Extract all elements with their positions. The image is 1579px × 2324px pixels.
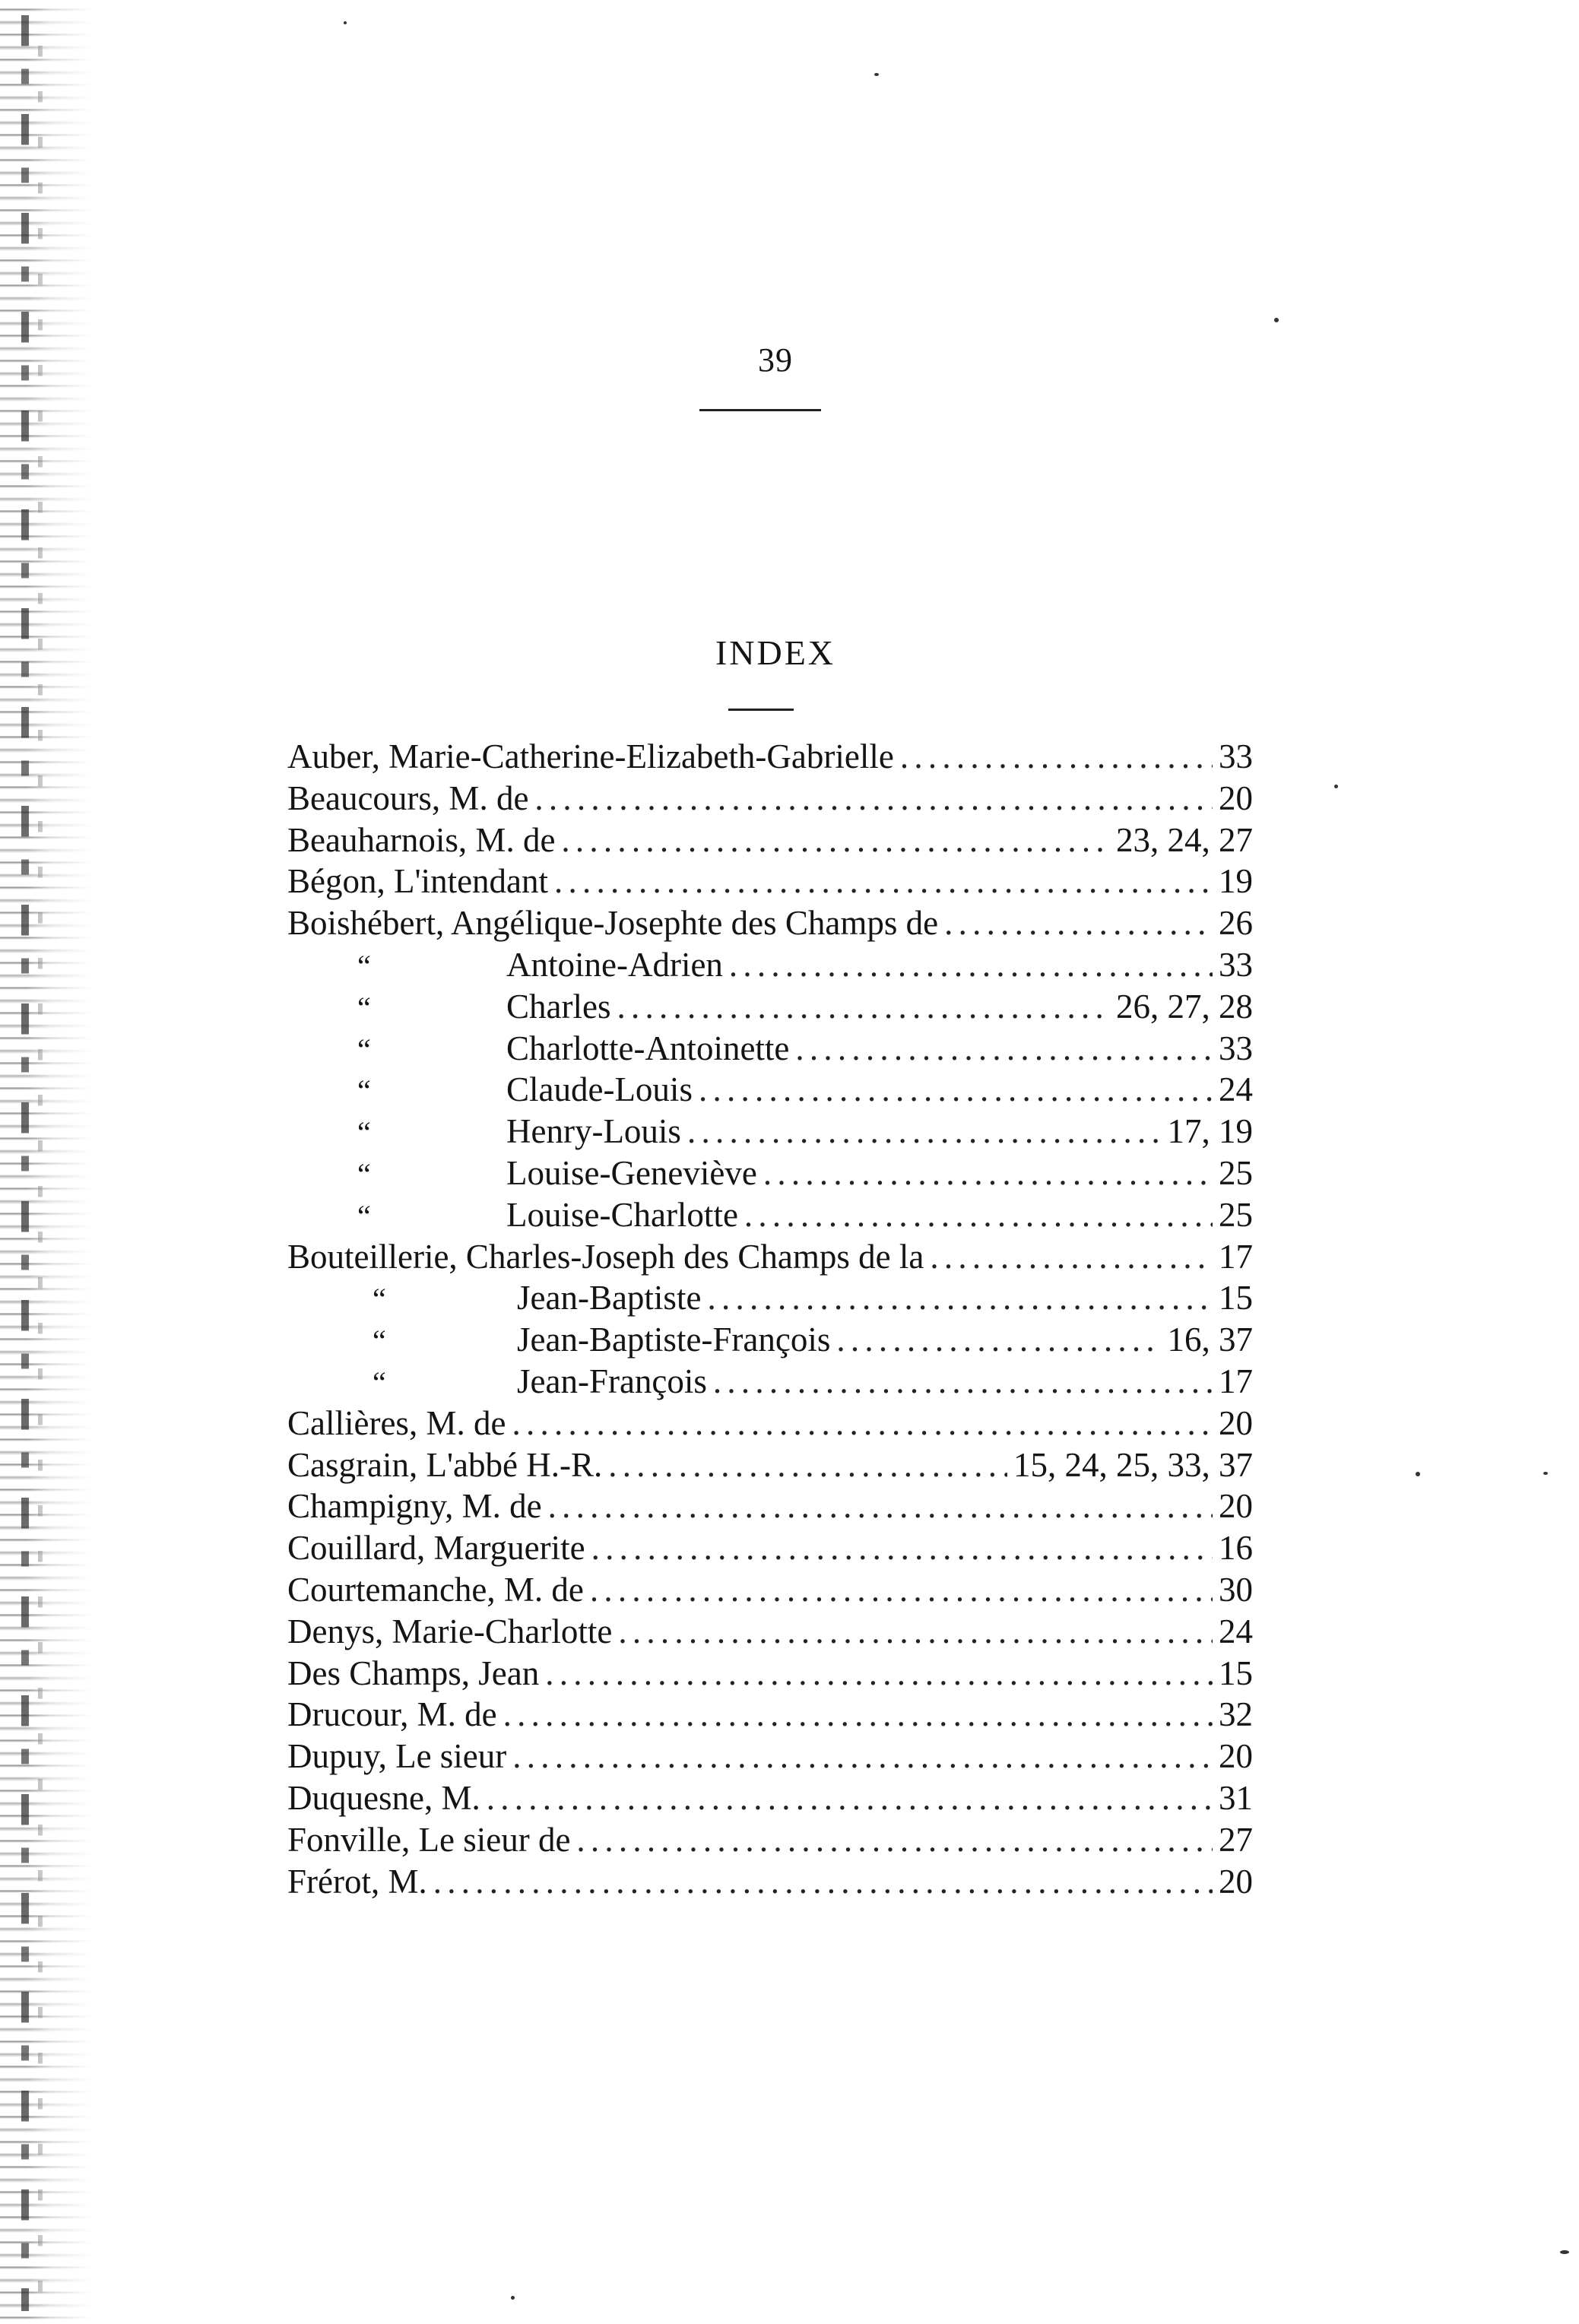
index-entry: [287, 902, 1253, 944]
index-entry-name: Beauharnois, M. de: [287, 820, 556, 859]
index-entry: [287, 1485, 1253, 1527]
index-entry-name: Beaucours, M. de: [287, 778, 529, 817]
ditto-mark: “: [357, 990, 371, 1025]
dot-leader: [729, 944, 1213, 986]
index-entry-pages: 26: [1219, 904, 1253, 943]
index-entry-name: Antoine-Adrien: [506, 945, 723, 984]
ditto-mark: “: [357, 1115, 371, 1150]
dot-leader: [763, 1152, 1213, 1194]
scan-speck: [1560, 2250, 1569, 2254]
index-entry-name: Frérot, M.: [287, 1862, 427, 1901]
dot-leader: [545, 1653, 1213, 1695]
scan-speck: [1416, 1472, 1420, 1476]
ditto-mark: “: [373, 1324, 386, 1359]
dot-leader: [561, 820, 1110, 861]
index-entry-pages: 20: [1219, 1403, 1253, 1442]
index-entry-name: Jean-Baptiste: [517, 1279, 702, 1317]
index-entry: [287, 986, 1253, 1028]
index-entry: [287, 1819, 1253, 1861]
dot-leader: [534, 778, 1213, 820]
index-entry-pages: 32: [1219, 1695, 1253, 1734]
index-entry-name: Dupuy, Le sieur: [287, 1737, 507, 1776]
index-entry: [287, 778, 1253, 820]
scan-binding-edge: [0, 0, 91, 2324]
dot-leader: [900, 736, 1213, 778]
index-entry: [287, 1653, 1253, 1695]
index-entry: [287, 1861, 1253, 1903]
dot-leader: [707, 1277, 1213, 1319]
index-entry-name: Charles: [506, 987, 611, 1026]
dot-leader: [512, 1736, 1213, 1777]
index-entry: [287, 944, 1253, 986]
dot-leader: [836, 1319, 1161, 1361]
index-entry-name: Henry-Louis: [506, 1112, 681, 1151]
dot-leader: [795, 1028, 1213, 1070]
index-entry: [287, 1527, 1253, 1569]
index-entry-pages: 30: [1219, 1570, 1253, 1609]
index-entry: [287, 1194, 1253, 1236]
dot-leader: [591, 1527, 1213, 1569]
index-entry-pages: 16, 37: [1167, 1321, 1253, 1359]
index-entry-pages: 17, 19: [1167, 1112, 1253, 1151]
index-entry-pages: 25: [1219, 1153, 1253, 1192]
index-list: [287, 736, 1253, 1902]
dot-leader: [576, 1819, 1213, 1861]
ditto-mark: “: [357, 1032, 371, 1067]
index-entry: [287, 1236, 1253, 1278]
scan-speck: [1334, 785, 1338, 788]
index-entry-name: Boishébert, Angélique-Josephte des Champs de: [287, 904, 939, 943]
scan-speck: [1274, 318, 1279, 322]
index-entry-pages: 15: [1219, 1653, 1253, 1692]
index-entry: [287, 1069, 1253, 1111]
ditto-mark: “: [357, 1073, 371, 1108]
scan-speck: [1543, 1472, 1548, 1475]
index-entry-name: Jean-Baptiste-François: [517, 1321, 831, 1359]
dot-leader: [487, 1777, 1213, 1819]
index-entry-pages: 20: [1219, 1862, 1253, 1901]
index-entry: [287, 861, 1253, 902]
index-title-rule: [728, 709, 794, 711]
index-entry: [287, 1777, 1253, 1819]
index-entry: [287, 1694, 1253, 1736]
index-entry-pages: 33: [1219, 737, 1253, 775]
dot-leader: [713, 1361, 1213, 1403]
index-entry: [287, 1611, 1253, 1653]
index-entry: [287, 820, 1253, 861]
index-entry-pages: 20: [1219, 1487, 1253, 1526]
index-entry-pages: 33: [1219, 1029, 1253, 1067]
index-entry-name: Denys, Marie-Charlotte: [287, 1612, 613, 1650]
index-entry-pages: 26, 27, 28: [1116, 987, 1253, 1026]
index-title: INDEX: [715, 633, 836, 672]
index-entry-pages: 31: [1219, 1778, 1253, 1817]
dot-leader: [944, 902, 1213, 944]
index-entry: [287, 1444, 1253, 1486]
dot-leader: [618, 1611, 1213, 1653]
index-entry-pages: 33: [1219, 945, 1253, 984]
page-number-rule: [699, 409, 821, 411]
page-number: 39: [758, 341, 793, 379]
dot-leader: [554, 861, 1213, 902]
index-entry-pages: 24: [1219, 1070, 1253, 1109]
scan-speck: [874, 73, 879, 76]
index-entry-name: Claude-Louis: [506, 1070, 693, 1109]
dot-leader: [608, 1444, 1007, 1486]
ditto-mark: “: [357, 948, 371, 983]
dot-leader: [590, 1569, 1213, 1611]
index-entry-name: Bouteillerie, Charles-Joseph des Champs de la: [287, 1237, 924, 1276]
index-entry: [287, 1361, 1253, 1403]
index-entry-name: Auber, Marie-Catherine-Elizabeth-Gabrielle: [287, 737, 894, 775]
index-entry-name: Charlotte-Antoinette: [506, 1029, 790, 1067]
dot-leader: [699, 1069, 1213, 1111]
index-entry-pages: 27: [1219, 1820, 1253, 1859]
ditto-mark: “: [373, 1365, 386, 1400]
index-entry-pages: 17: [1219, 1362, 1253, 1400]
index-entry-name: Duquesne, M.: [287, 1778, 480, 1817]
index-entry-name: Champigny, M. de: [287, 1487, 542, 1526]
index-entry-pages: 16: [1219, 1529, 1253, 1568]
index-entry-pages: 20: [1219, 778, 1253, 817]
index-entry-name: Fonville, Le sieur de: [287, 1820, 571, 1859]
dot-leader: [687, 1111, 1162, 1152]
index-entry-name: Louise-Geneviève: [506, 1153, 757, 1192]
index-entry-name: Couillard, Marguerite: [287, 1529, 585, 1568]
index-entry-pages: 23, 24, 27: [1116, 820, 1253, 859]
index-entry: [287, 1028, 1253, 1070]
index-entry-pages: 25: [1219, 1195, 1253, 1234]
index-entry-name: Des Champs, Jean: [287, 1653, 540, 1692]
scan-speck: [511, 2296, 515, 2300]
index-entry-name: Callières, M. de: [287, 1403, 506, 1442]
index-entry: [287, 1111, 1253, 1152]
ditto-mark: “: [373, 1282, 386, 1317]
index-entry: [287, 1277, 1253, 1319]
dot-leader: [744, 1194, 1213, 1236]
ditto-mark: “: [357, 1198, 371, 1233]
dot-leader: [930, 1236, 1213, 1278]
index-entry-name: Courtemanche, M. de: [287, 1570, 584, 1609]
index-entry-name: Casgrain, L'abbé H.-R.: [287, 1445, 603, 1484]
index-entry-pages: 24: [1219, 1612, 1253, 1650]
index-entry-pages: 20: [1219, 1737, 1253, 1776]
index-entry-pages: 17: [1219, 1237, 1253, 1276]
index-entry-name: Jean-François: [517, 1362, 707, 1400]
index-entry-name: Louise-Charlotte: [506, 1195, 738, 1234]
index-entry: [287, 1569, 1253, 1611]
index-entry: [287, 1319, 1253, 1361]
dot-leader: [512, 1403, 1213, 1444]
index-entry: [287, 1403, 1253, 1444]
dot-leader: [548, 1485, 1213, 1527]
index-entry-pages: 15, 24, 25, 33, 37: [1013, 1445, 1253, 1484]
dot-leader: [433, 1861, 1213, 1903]
index-entry-name: Drucour, M. de: [287, 1695, 497, 1734]
dot-leader: [617, 986, 1110, 1028]
scan-speck: [344, 21, 347, 24]
index-entry-pages: 19: [1219, 862, 1253, 901]
ditto-mark: “: [357, 1156, 371, 1191]
index-entry: [287, 1736, 1253, 1777]
index-entry: [287, 736, 1253, 778]
index-entry-name: Bégon, L'intendant: [287, 862, 549, 901]
dot-leader: [503, 1694, 1213, 1736]
index-entry: [287, 1152, 1253, 1194]
index-entry-pages: 15: [1219, 1279, 1253, 1317]
